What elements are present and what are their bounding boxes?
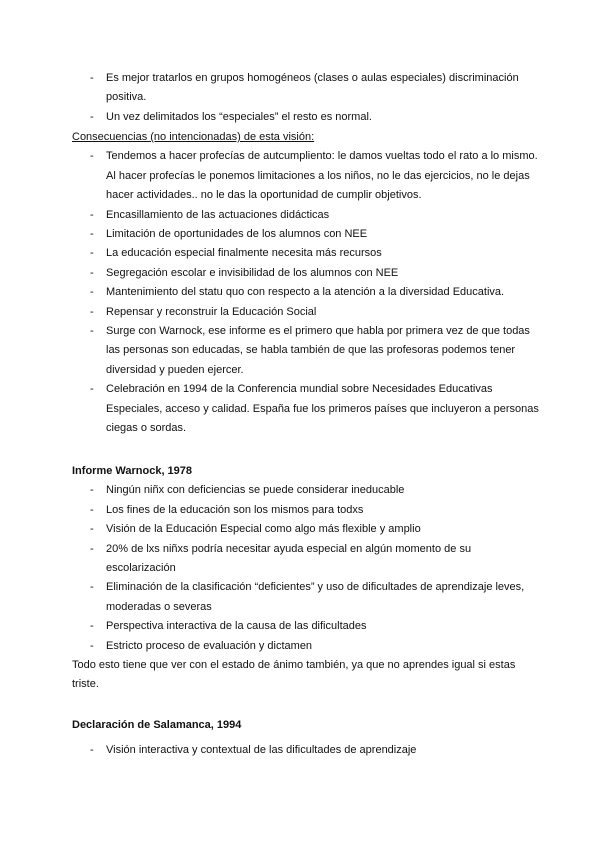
bullet-dash: - xyxy=(90,523,94,536)
list-item: - Tendemos a hacer profecías de autcumpliento: le damos vueltas todo el rato a lo mismo. Al hacer profecías le ponemos limitaciones a los niños, no le das ejercicios, no le dejas hacer actividades.. no le das la oportunidad de cumplir objetivos. xyxy=(72,147,540,205)
list-item: - Mantenimiento del statu quo con respecto a la atención a la diversidad Educativa. xyxy=(72,283,540,302)
list-item: - La educación especial finalmente necesita más recursos xyxy=(72,244,540,263)
list-item: - Limitación de oportunidades de los alumnos con NEE xyxy=(72,225,540,244)
list-item: - Estricto proceso de evaluación y dictamen xyxy=(72,637,540,656)
salamanca-heading: Declaración de Salamanca, 1994 xyxy=(72,719,242,731)
warnock-section xyxy=(72,462,540,695)
bullet-dash: - xyxy=(90,286,94,299)
bullet-dash: - xyxy=(90,247,94,260)
bullet-dash: - xyxy=(90,150,94,163)
consequences-heading: Consecuencias (no intencionadas) de esta visión: xyxy=(72,131,315,143)
list-item: - Un vez delimitados los “especiales” el resto es normal. xyxy=(72,108,540,127)
list-item: - Ningún niñx con deficiencias se puede considerar ineducable xyxy=(72,481,540,500)
list-item: - Repensar y reconstruir la Educación Social xyxy=(72,303,540,322)
bullet-dash: - xyxy=(90,639,94,652)
list-item: - Visión interactiva y contextual de las dificultades de aprendizaje xyxy=(72,741,540,760)
salamanca-section xyxy=(72,716,540,761)
bullet-dash: - xyxy=(90,228,94,241)
list-item: - Surge con Warnock, ese informe es el primero que habla por primera vez de que todas las personas son educadas, se habla también de que las profesoras podemos tener diversidad y pueden ejercer. xyxy=(72,322,540,380)
warnock-heading: Informe Warnock, 1978 xyxy=(72,465,193,477)
list-item: - Celebración en 1994 de la Conferencia mundial sobre Necesidades Educativas Especiales, acceso y calidad. España fue los primeros países que incluyeron a personas ciegas o sordas. xyxy=(72,380,540,438)
bullet-dash: - xyxy=(90,620,94,633)
list-item: - Segregación escolar e invisibilidad de los alumnos con NEE xyxy=(72,264,540,283)
list-item: - Perspectiva interactiva de la causa de las dificultades xyxy=(72,617,540,636)
bullet-dash: - xyxy=(90,581,94,594)
bullet-dash: - xyxy=(90,110,94,123)
list-item: - Los fines de la educación son los mismos para todxs xyxy=(72,501,540,520)
bullet-dash: - xyxy=(90,208,94,221)
bullet-dash: - xyxy=(90,72,94,84)
bullet-dash: - xyxy=(90,383,94,396)
bullet-dash: - xyxy=(90,325,94,338)
bullet-dash: - xyxy=(90,484,94,497)
list-item: - Es mejor tratarlos en grupos homogéneos (clases o aulas especiales) discriminación positiva. xyxy=(72,69,540,108)
bullet-dash: - xyxy=(90,503,94,516)
list-item: - Eliminación de la clasificación “deficientes” y uso de dificultades de aprendizaje leves, moderadas o severas xyxy=(72,578,540,617)
list-item: - Encasillamiento de las actuaciones didácticas xyxy=(72,206,540,225)
list-item: - 20% de lxs niñxs podría necesitar ayuda especial en algún momento de su escolarización xyxy=(72,540,540,579)
bullet-dash: - xyxy=(90,266,94,279)
warnock-note: Todo esto tiene que ver con el estado de ánimo también, ya que no aprendes igual si estas triste. xyxy=(72,659,516,691)
consequences-section xyxy=(72,128,540,439)
list-item: - Visión de la Educación Especial como algo más flexible y amplio xyxy=(72,520,540,539)
bullet-dash: - xyxy=(90,744,94,757)
top-list xyxy=(72,69,540,127)
bullet-dash: - xyxy=(90,305,94,318)
bullet-dash: - xyxy=(90,542,94,555)
